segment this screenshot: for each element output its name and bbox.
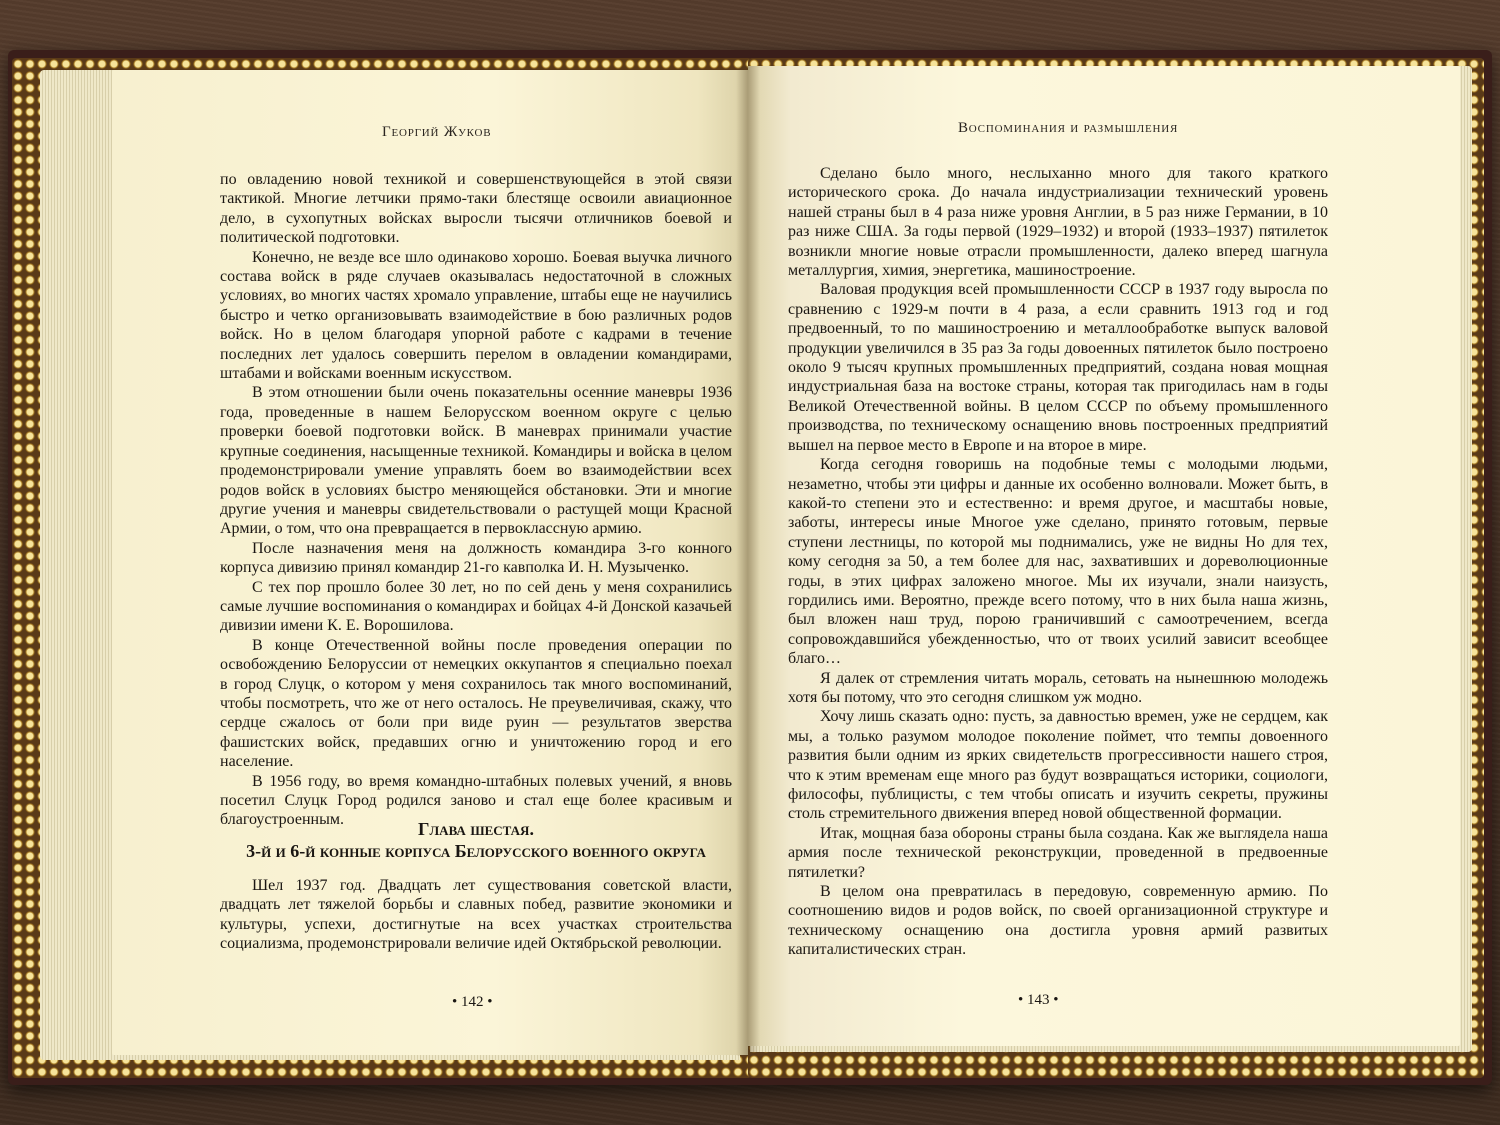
- paragraph: Шел 1937 год. Двадцать лет существования советской власти, двадцать лет тяжелой борьбы и славных побед, развитие экономики и культуры, успехи, достигнутые на всех участках строительства социализма, продемонстрировали величие идей Октябрьской революции.: [220, 877, 732, 953]
- chapter-title-line2: 3-й и 6-й конные корпуса Белорусского военного округа: [246, 841, 706, 861]
- paragraph: В конце Отечественной войны после проведения операции по освобождению Белоруссии от немецких оккупантов я специально поехал в город Слуцк, о котором у меня сохранилось так много воспоминаний, чтобы посмотреть, что же от него осталось. Не преувеличивая, скажу, что сердце сжалось от боли при виде руин — результатов зверства фашистских войск, предавших огню и уничтожению город и его население.: [220, 636, 732, 771]
- chapter-opening-text: [220, 876, 732, 954]
- running-head-title: Воспоминания и размышления: [958, 120, 1179, 136]
- right-page: [748, 66, 1460, 1046]
- paragraph: С тех пор прошло более 30 лет, но по сей день у меня сохранились самые лучшие воспоминания о командирах и бойцах 4-й Донской казачьей дивизии имени К. Е. Ворошилова.: [220, 578, 732, 635]
- paragraph: Я далек от стремления читать мораль, сетовать на нынешнюю молодежь хотя бы потому, что это сегодня слишком уж модно.: [788, 669, 1328, 706]
- paragraph: В этом отношении были очень показательны осенние маневры 1936 года, проведенные в нашем Белорусском военном округе с целью проверки боевой подготовки войск. В маневрах принимали участие крупные соединения, насыщенные техникой. Командиры и войска в целом продемонстрировали умение управлять боем во взаимодействии всех родов войск в условиях быстро меняющейся обстановки. Эти и многие другие учения и маневры свидетельствовали о растущей мощи Красной Армии, о том, что она превращается в первоклассную армию.: [220, 384, 732, 538]
- paragraph: Валовая продукция всей промышленности СССР в 1937 году выросла по сравнению с 1929-м почти в 4 раза, а если сравнить 1913 год и год предвоенный, то по машиностроению и металлообработке выпуск валовой продукции увеличился в 35 раз За годы довоенных пятилеток было построено около 9 тысяч крупных промышленных предприятий, создана новая мощная индустриальная база на востоке страны, которая так пригодилась нам в годы Великой Отечественной войны. В целом СССР по объему промышленного производства, по техническому оснащению вновь построенных предприятий вышел на первое место в Европе и на второе в мире.: [788, 281, 1328, 454]
- chapter-title-line1: Глава шестая.: [418, 819, 534, 839]
- page-number-right: • 143 •: [1018, 992, 1059, 1008]
- paragraph: Итак, мощная база обороны страны была создана. Как же выглядела наша армия после технической реконструкции, проведенной в предвоенные пятилетки?: [788, 824, 1328, 881]
- paragraph: Когда сегодня говоришь на подобные темы с молодыми людьми, незаметно, чтобы эти цифры и данные их особенно волновали. Может быть, в какой-то степени это и естественно: и время другое, и масштабы новые, заботы, интересы иные Многое уже сделано, принято готовым, первые ступени лестницы, по которой мы поднимались, уже не видны Но для тех, кому сегодня за 50, а тем более для нас, захвативших и дореволюционные годы, в этих цифрах заложено многое. Мы их изучали, знали наизусть, гордились ими. Вероятно, прежде всего потому, что в них была наша жизнь, был вложен наш труд, порою граничивший с самоотречением, всегда сопровождавшийся убежденностью, что от твоих усилий зависит всеобщее благо…: [788, 456, 1328, 668]
- right-body-text: [788, 164, 1328, 960]
- page-number-left: • 142 •: [452, 994, 493, 1010]
- paragraph: В целом она превратилась в передовую, современную армию. По соотношению видов и родов войск, по своей организационной структуре и техническому оснащению она достигла уровня армий развитых капиталистических стран.: [788, 883, 1328, 959]
- paragraph: В 1956 году, во время командно-штабных полевых учений, я вновь посетил Слуцк Город родился заново и стал еще более красивым и благоустроенным.: [220, 772, 732, 829]
- running-head-author: Георгий Жуков: [382, 124, 492, 140]
- left-page: [112, 70, 748, 1055]
- paragraph: Сделано было много, неслыханно много для такого краткого исторического срока. До начала индустриализации технический уровень нашей страны был в 4 раза ниже уровня Англии, в 5 раз ниже Германии, в 10 раз ниже США. За годы первой (1929–1932) и второй (1933–1937) пятилеток возникли многие новые отрасли промышленности, далеко вперед шагнула металлургия, химия, энергетика, машиностроение.: [788, 165, 1328, 280]
- chapter-heading: [220, 818, 732, 862]
- left-body-text: [220, 170, 732, 830]
- paragraph: Конечно, не везде все шло одинаково хорошо. Боевая выучка личного состава войск в ряде случаев оказывалась недостаточной в сложных условиях, во многих частях хромало управление, штабы еще не научились быстро и четко организовывать взаимодействие в бою различных родов войск. Но в целом благодаря упорной работе с кадрами в течение последних лет удалось совершить перелом в овладении командирами, штабами и войсками военным искусством.: [220, 248, 732, 383]
- paragraph: по овладению новой техникой и совершенствующейся в этой связи тактикой. Многие летчики прямо-таки блестяще освоили авиационное дело, в сухопутных войсках выросли тысячи отличников боевой и политической подготовки.: [220, 171, 732, 247]
- paragraph: После назначения меня на должность командира 3-го конного корпуса дивизию принял командир 21-го кавполка И. Н. Музыченко.: [220, 539, 732, 577]
- paragraph: Хочу лишь сказать одно: пусть, за давностью времен, уже не сердцем, как мы, а только разумом молодое поколение поймет, что темпы довоенного развития были одним из ярких свидетельств прогрессивности нашего строя, что к этим временам еще много раз будут возвращаться историки, социологи, философы, публицисты, с тем чтобы описать и изучить секреты, пружины столь стремительного движения вперед новой общественной формации.: [788, 708, 1328, 823]
